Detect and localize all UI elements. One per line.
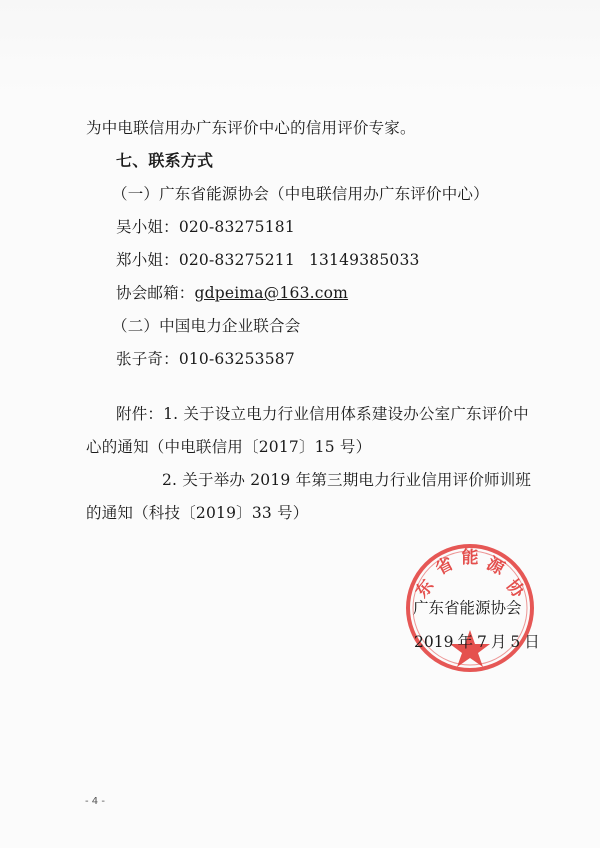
attachment-1-line-2: 心的通知（中电联信用〔2017〕15 号）	[86, 438, 372, 456]
seal-char: 源	[483, 553, 508, 580]
contact-zhang-phone: 010-63253587	[178, 350, 295, 368]
signature-date	[410, 632, 540, 652]
contact-zheng-phone: 020-83275211	[178, 251, 295, 269]
attachment-2-line-1: 2. 关于举办 2019 年第三期电力行业信用评价师训班	[162, 471, 532, 489]
contact-email	[116, 283, 348, 303]
contact-wu-phone: 020-83275181	[178, 218, 295, 236]
contact-zheng-label: 郑小姐：	[116, 251, 179, 269]
date-month-unit: 月	[490, 633, 507, 651]
date-day: 5	[510, 633, 521, 651]
attachment-1-line-1: 附件：1. 关于设立电力行业信用体系建设办公室广东评价中	[116, 405, 529, 423]
signature-org: 广东省能源协会	[413, 599, 522, 617]
attachment-2-line-2: 的通知（科技〔2019〕33 号）	[86, 504, 309, 522]
date-day-unit: 日	[524, 633, 540, 651]
date-year-unit: 年	[457, 633, 473, 651]
date-year: 2019	[414, 633, 454, 651]
contact-zheng-mobile: 13149385033	[308, 251, 420, 269]
contact-zheng	[116, 250, 420, 270]
email-label: 协会邮箱：	[116, 284, 195, 302]
scan-shading	[0, 0, 600, 95]
contact-zhang-label: 张子奇：	[116, 350, 179, 368]
seal-char: 协	[501, 576, 529, 602]
date-month: 7	[476, 633, 487, 651]
contact-org-secondary: （二）中国电力企业联合会	[112, 317, 301, 335]
section-heading: 七、联系方式	[116, 151, 214, 170]
seal-char: 省	[432, 553, 457, 580]
contact-wu	[116, 217, 295, 237]
email-link[interactable]: gdpeima@163.com	[194, 284, 349, 302]
seal-char: 东	[411, 576, 439, 602]
page-number: - 4 -	[85, 796, 105, 807]
contact-org-primary: （一）广东省能源协会（中电联信用办广东评价中心）	[112, 185, 489, 203]
contact-zhang	[116, 349, 295, 369]
paragraph-line: 为中电联信用办广东评价中心的信用评价专家。	[86, 119, 416, 137]
contact-wu-label: 吴小姐：	[116, 218, 179, 236]
seal-char: 能	[461, 548, 479, 568]
